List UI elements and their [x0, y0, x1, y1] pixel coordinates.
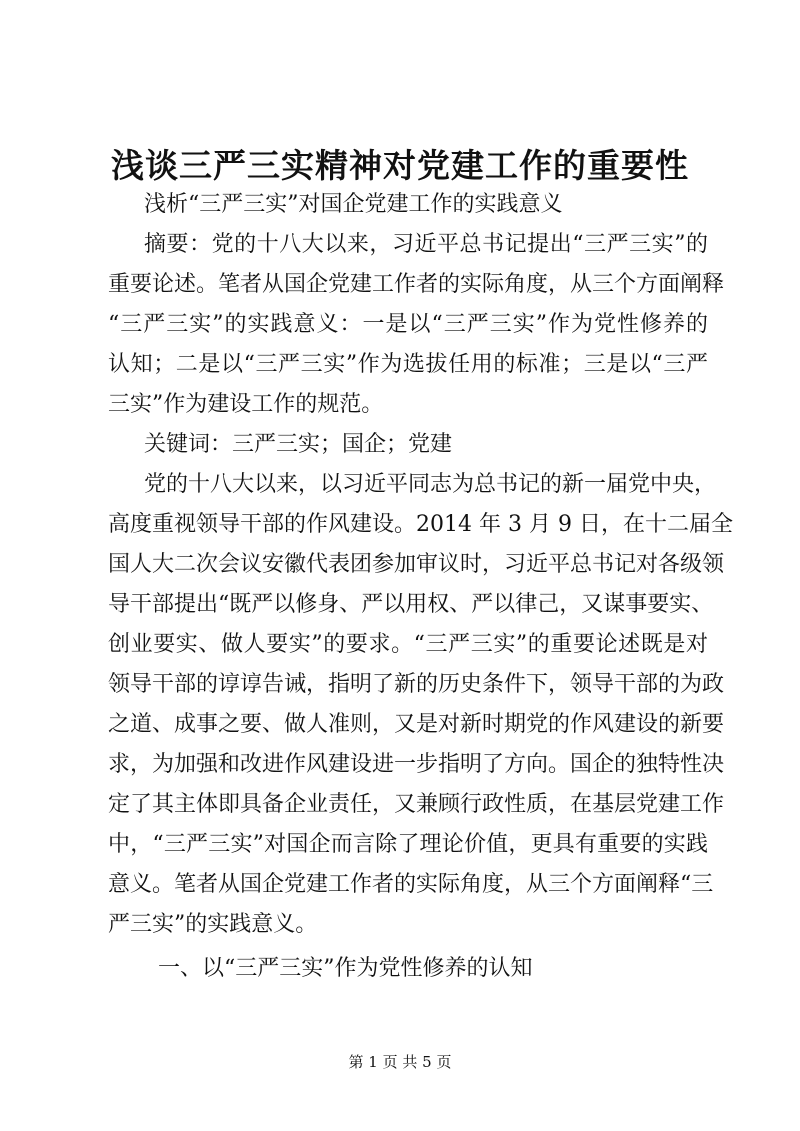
document-subtitle: 浅析“三严三实”对国企党建工作的实践意义	[144, 192, 563, 217]
paragraph-line: 导干部提出“既严以修身、严以用权、严以律己，又谋事要实、	[108, 592, 714, 617]
paragraph-line: 领导干部的谆谆告诫，指明了新的历史条件下，领导干部的为政	[108, 672, 725, 697]
paragraph-line: 求，为加强和改进作风建设进一步指明了方向。国企的独特性决	[108, 752, 725, 777]
paragraph-line: 意义。笔者从国企党建工作者的实际角度，从三个方面阐释“三	[108, 872, 714, 897]
abstract-line: “三严三实”的实践意义：一是以“三严三实”作为党性修养的	[108, 312, 708, 337]
paragraph-line: 创业要实、做人要实”的要求。“三严三实”的重要论述既是对	[108, 632, 708, 657]
document-body	[108, 185, 733, 989]
abstract-line: 认知；二是以“三严三实”作为选拔任用的标准；三是以“三严	[108, 352, 708, 377]
paragraph-line: 定了其主体即具备企业责任，又兼顾行政性质，在基层党建工作	[108, 792, 725, 817]
paragraph-line: 党的十八大以来，以习近平同志为总书记的新一届党中央，	[144, 472, 717, 497]
paragraph-line: 高度重视领导干部的作风建设。2014 年 3 月 9 日，在十二届全	[108, 512, 733, 537]
paragraph-line: 严三实”的实践意义。	[108, 912, 318, 937]
page-number-footer: 第 1 页 共 5 页	[348, 1053, 452, 1071]
document-title: 浅谈三严三实精神对党建工作的重要性	[111, 146, 689, 185]
abstract-line: 重要论述。笔者从国企党建工作者的实际角度，从三个方面阐释	[108, 272, 725, 297]
paragraph-line: 国人大二次会议安徽代表团参加审议时，习近平总书记对各级领	[108, 552, 725, 577]
paragraph-line: 中，“三严三实”对国企而言除了理论价值，更具有重要的实践	[108, 832, 708, 857]
section-heading: 一、以“三严三实”作为党性修养的认知	[158, 956, 533, 981]
keywords-line: 关键词：三严三实；国企；党建	[144, 432, 453, 457]
abstract-line: 摘要：党的十八大以来，习近平总书记提出“三严三实”的	[144, 232, 708, 257]
paragraph-line: 之道、成事之要、做人准则，又是对新时期党的作风建设的新要	[108, 712, 725, 737]
abstract-line: 三实”作为建设工作的规范。	[108, 392, 384, 417]
